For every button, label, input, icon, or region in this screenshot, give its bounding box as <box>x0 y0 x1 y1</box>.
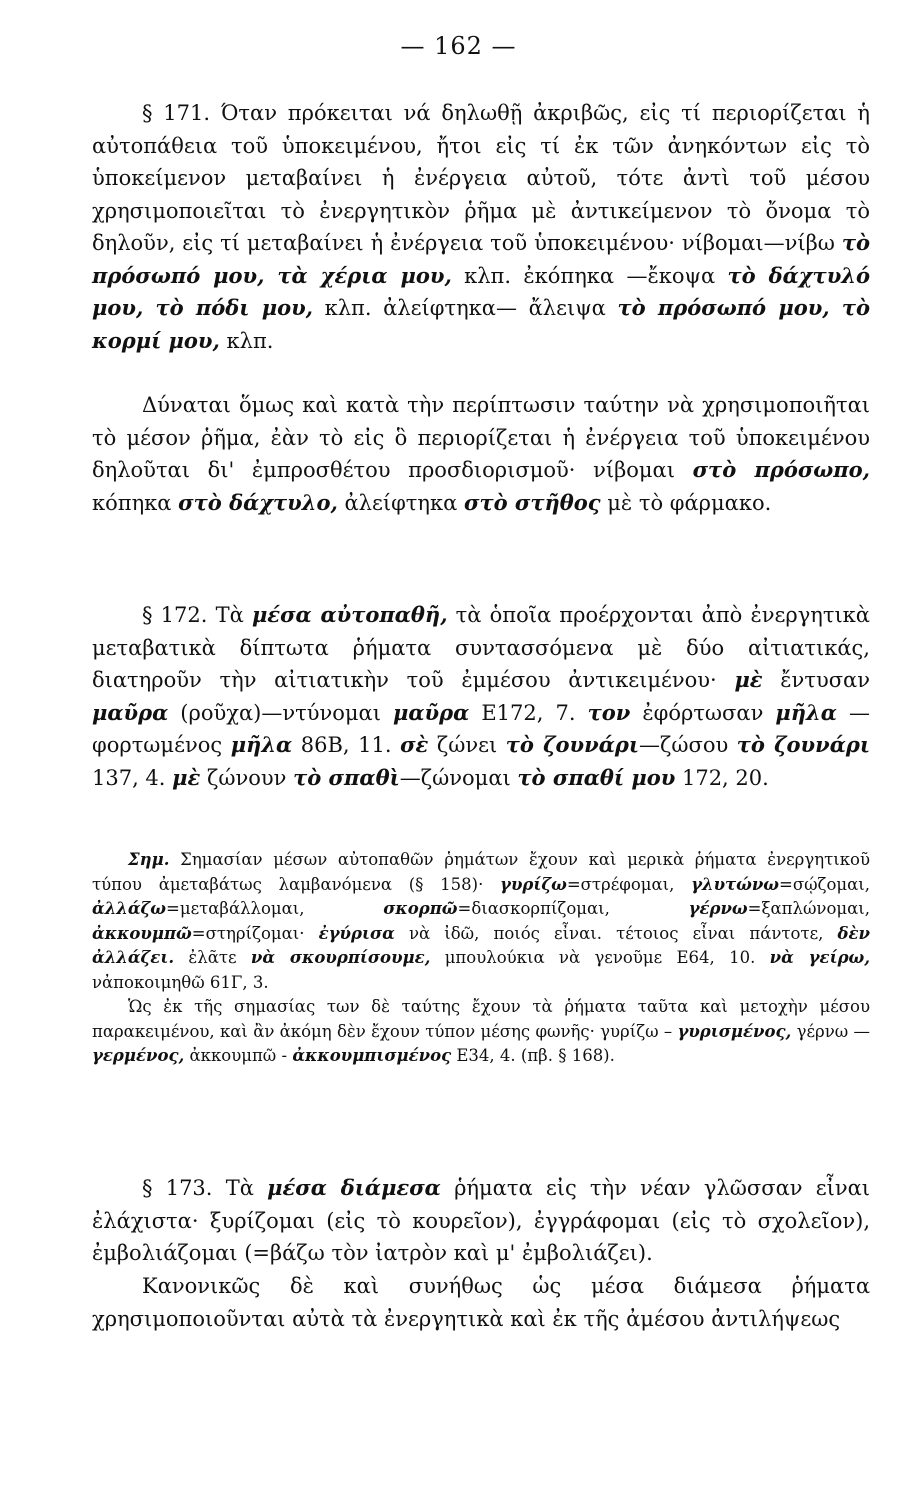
bold-example: ἀλλάζω <box>92 899 167 918</box>
bold-example: μῆλα <box>230 732 293 757</box>
bold-example: δὲν ἀλλάζει. <box>92 923 870 967</box>
text-run: Κανονικῶς δὲ καὶ συνήθως ὡς μέσα διάμεσα ῥήματα χρησιμοποιοῦνται αὐτὰ τὰ ἐνεργητικὰ καὶ ἐκ τῆς ἀμέσου ἀντιλήψεως <box>92 1274 870 1331</box>
paragraph-173 <box>92 1172 870 1270</box>
text-run: Όταν πρόκειται νά δηλωθῇ ἀκριβῶς, εἰς τί περιορίζεται ἡ αὐτοπάθεια τοῦ ὑποκειμένου, ἤτοι εἰς τί ἐκ τῶν ἀνηκόντων εἰς τὸ ὑποκείμενον μεταβαίνει ἡ ἐνέργεια αὐτοῦ, τότε ἀντὶ τοῦ μέσου χρησιμοποιεῖται τὸ ἐνεργητικὸν ῥῆμα μὲ ἀντικείμενον τὸ ὄνομα τὸ δηλοῦν, εἰς τί μεταβαίνει ἡ ἐνέργεια τοῦ ὑποκειμένου· νίβομαι—νίβω <box>92 101 870 255</box>
bold-example: μὲ <box>734 667 763 692</box>
bold-example: γέρνω <box>688 899 748 918</box>
bold-example: τὸ σπαθὶ <box>293 764 400 790</box>
bold-example: τὸ δάχτυλό μου, τὸ πόδι μου, <box>92 262 870 320</box>
text-run: μὲ τὸ φάρμακο. <box>600 490 772 515</box>
text-run: =στρέφομαι, <box>566 874 692 894</box>
text-run: —φορτωμένος <box>92 700 870 757</box>
bold-example: μαῦρα <box>92 699 169 725</box>
text-run: ἐλᾶτε <box>174 948 251 967</box>
note-block <box>92 848 870 1069</box>
text-run: ζώνουν <box>200 765 294 790</box>
paragraph-171 <box>92 97 870 357</box>
text-run: =διασκορπίζομαι, <box>457 899 689 918</box>
page-number: — 162 — <box>400 32 517 60</box>
text-run: Ε34, 4. (πβ. § 168). <box>451 1046 615 1065</box>
text-run: Σημασίαν μέσων αὐτοπαθῶν ῥημάτων ἔχουν καὶ μερικὰ ῥήματα ἐνεργητικοῦ τύπου ἀμεταβάτως λαμβανόμενα (§ 158)· <box>92 850 870 894</box>
text-run: =στηρίζομαι· <box>191 923 319 943</box>
section-172 <box>92 599 870 794</box>
text-run: ῥήματα εἰς τὴν νέαν γλῶσσαν εἶναι ἐλάχιστα· ξυρίζομαι (εἰς τὸ κουρεῖον), ἐγγράφομαι (εἰς τὸ σχολεῖον), ἐμβολιάζομαι (=βάζω τὸν ἰατρὸν καὶ μ' ἐμβολιάζει). <box>92 1176 871 1265</box>
note-paragraph <box>92 848 870 995</box>
text-run: ἀκκουμπῶ - <box>184 1046 293 1065</box>
text-run: =ξαπλώνομαι, <box>747 899 870 918</box>
section-number: § 173. <box>142 1176 213 1200</box>
section-171-continuation <box>92 389 870 519</box>
paragraph-172 <box>92 599 870 794</box>
bold-example: στὸ στῆθος <box>463 489 601 515</box>
text-run: κόπηκα <box>92 490 179 515</box>
bold-example: στὸ δάχτυλο, <box>178 489 338 515</box>
text-run: =σῴζομαι, <box>779 874 870 894</box>
note-label: Σημ. <box>128 850 170 869</box>
text-run: (ροῦχα)—ντύνομαι <box>168 700 394 725</box>
bold-example: μῆλα <box>775 699 837 725</box>
section-173-continuation <box>92 1270 870 1335</box>
section-171 <box>92 97 870 357</box>
text-run: κλπ. ἀλείφτηκα— ἄλειψα <box>312 296 618 320</box>
bold-example: σὲ <box>400 732 429 757</box>
text-run: =μεταβάλλομαι, <box>166 899 384 918</box>
bold-example: τὸ ζουνάρι <box>736 732 870 757</box>
bold-example: γερμένος, <box>92 1046 185 1065</box>
text-run: 172, 20. <box>675 765 769 790</box>
text-run: τὰ ὁποῖα προέρχονται ἀπὸ ἐνεργητικὰ μεταβατικὰ δίπτωτα ῥήματα συντασσόμενα μὲ δύο αἰτιατικάς, διατηροῦν τὴν αἰτιατικὴν τοῦ ἐμμέσου ἀντικειμένου· <box>92 603 870 692</box>
text-run: ἔντυσαν <box>762 668 870 692</box>
text-run: Ὡς ἐκ τῆς σημασίας των δὲ ταύτης ἔχουν τὰ ῥήματα ταῦτα καὶ μετοχὴν μέσου παρακειμένου, καὶ ἂν ἀκόμη δὲν ἔχουν τύπον μέσης φωνῆς· γυρίζω – <box>92 997 870 1041</box>
text-run: κλπ. <box>219 328 274 353</box>
section-number: § 172. <box>142 603 208 627</box>
paragraph-173b <box>92 1270 870 1335</box>
section-number: § 171. <box>142 101 211 125</box>
bold-example: τὸ πρόσωπό μου, τὸ κορμί μου, <box>92 295 870 353</box>
text-run: 137, 4. <box>92 765 173 790</box>
text-run: 86Β, 11. <box>292 733 401 757</box>
bold-example: τὸ σπαθί μου <box>517 764 676 790</box>
bold-example: ἀκκουμπισμένος <box>292 1046 452 1065</box>
bold-example: τὸ πρόσωπό μου, τὰ χέρια μου, <box>92 230 870 288</box>
text-run: Τὰ <box>207 603 252 627</box>
bold-example: τὸ ζουνάρι <box>505 732 639 757</box>
text-run: κλπ. ἐκόπηκα —ἔκοψα <box>451 263 728 288</box>
bold-example: μὲ <box>172 764 201 790</box>
text-run: νὰ ἰδῶ, ποιός εἶναι. τέτοιος εἶναι πάντοτε, <box>394 923 838 943</box>
text-run: Ε172, 7. <box>469 700 588 725</box>
bold-example: γυρισμένος, <box>677 1021 792 1041</box>
bold-example: μαῦρα <box>393 699 470 725</box>
bold-example: τον <box>587 699 631 725</box>
bold-example: νὰ σκουρπίσουμε, <box>250 948 431 967</box>
text-run: ζώνει <box>428 733 506 757</box>
text-run: γέρνω — <box>791 1021 870 1041</box>
bold-example: ἀκκουμπῶ <box>92 923 192 943</box>
bold-example: γλυτώνω <box>691 874 779 894</box>
bold-example: στὸ πρόσωπο, <box>692 457 870 482</box>
bold-example: ἐγύρισα <box>318 923 395 943</box>
text-run: μπουλούκια νὰ γενοῦμε Ε64, 10. <box>430 948 770 967</box>
section-173 <box>92 1172 870 1270</box>
bold-term: μέσα διάμεσα <box>267 1175 441 1200</box>
paragraph-171b <box>92 389 870 519</box>
note-paragraph-2 <box>92 995 870 1069</box>
text-run: ἐφόρτωσαν <box>630 700 776 725</box>
text-run: ἀλείφτηκα <box>337 490 464 515</box>
bold-term: μέσα αὐτοπαθῆ, <box>251 602 448 627</box>
bold-example: σκορπῶ <box>383 899 458 918</box>
text-run: —ζώνομαι <box>399 765 518 790</box>
text-run: Τὰ <box>212 1176 268 1200</box>
bold-example: γυρίζω <box>500 874 567 894</box>
bold-example: νὰ γείρω, <box>769 948 870 967</box>
text-run: νἀποκοιμηθῶ 61Γ, 3. <box>92 972 269 992</box>
text-run: Δύναται ὅμως καὶ κατὰ τὴν περίπτωσιν ταύτην νὰ χρησιμοποιῆται τὸ μέσον ῥῆμα, ἐὰν τὸ εἰς ὃ περιορίζεται ἡ ἐνέργεια τοῦ ὑποκειμένου δηλοῦται δι' ἐμπροσθέτου προσδιορισμοῦ· νίβομαι <box>92 393 870 482</box>
text-run: —ζώσου <box>639 733 737 757</box>
